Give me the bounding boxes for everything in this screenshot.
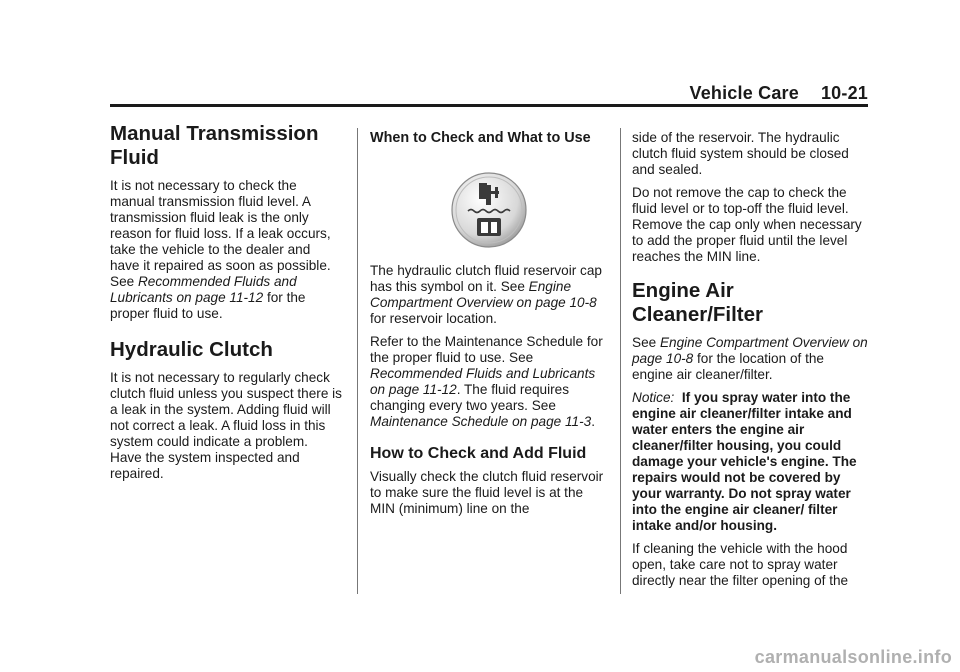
paragraph-visual-check: Visually check the clutch fluid reservoir to make sure the fluid level is at the MIN (minimum) line on the	[370, 469, 604, 516]
link-engine-compartment-overview[interactable]: Engine Compartment Overview on page 10‑8	[632, 335, 868, 366]
column-divider-2	[620, 128, 621, 594]
notice-text: If you spray water into the engine air cleaner/filter intake and water enters the engine air cleaner/filter housing, you could damage your vehicle's engine. The repairs would not be covered by your warranty. Do not spray water into the engine air cleaner/ filter intake and/or housing.	[632, 390, 857, 533]
heading-how-to-check: How to Check and Add Fluid	[370, 445, 587, 462]
header-rule	[110, 104, 868, 107]
symbol-container	[370, 171, 608, 247]
text: It is not necessary to check the manual transmission fluid level. A transmission fluid leak is the only reason for fluid loss. If a leak occurs, take the vehicle to the dealer and have it repaired as soon as possible. See	[110, 178, 331, 289]
header-page-number: 10-21	[820, 83, 868, 103]
text: The hydraulic clutch fluid reservoir cap has this symbol on it. See	[370, 263, 602, 294]
header-section: Vehicle Care	[689, 83, 799, 103]
text: for the location of the engine air cleaner/filter.	[632, 351, 824, 382]
link-recommended-fluids[interactable]: Recommended Fluids and Lubricants on page 11‑12	[370, 366, 596, 397]
text: for reservoir location.	[370, 311, 497, 326]
paragraph-reservoir-side: side of the reservoir. The hydraulic clutch fluid system should be closed and sealed.	[632, 130, 849, 177]
text: Refer to the Maintenance Schedule for the proper fluid to use. See	[370, 334, 603, 365]
paragraph-maintenance-schedule	[370, 334, 608, 430]
paragraph-reservoir-symbol	[370, 263, 608, 327]
heading-engine-air-cleaner: Engine Air Cleaner/Filter	[632, 279, 764, 326]
notice-paragraph	[632, 390, 868, 534]
paragraph-manual-fluid	[110, 178, 342, 322]
page-header	[689, 83, 868, 104]
column-3	[632, 130, 868, 596]
paragraph-cleaning-hood-open: If cleaning the vehicle with the hood open, take care not to spray water directly near the filter opening of the	[632, 541, 849, 588]
paragraph-do-not-remove-cap: Do not remove the cap to check the fluid level or to top-off the fluid level. Remove the cap only when necessary to add the proper fluid until the level reaches the MIN line.	[632, 185, 862, 264]
heading-when-to-check: When to Check and What to Use	[370, 130, 591, 146]
link-engine-compartment-overview[interactable]: Engine Compartment Overview on page 10‑8	[370, 279, 597, 310]
column-2	[370, 130, 608, 524]
column-divider-1	[357, 128, 358, 594]
text: for the proper fluid to use.	[110, 290, 306, 321]
heading-manual-transmission-fluid: Manual Transmission Fluid	[110, 122, 319, 169]
notice-label: Notice:	[632, 390, 675, 405]
link-maintenance-schedule[interactable]: Maintenance Schedule on page 11‑3	[370, 414, 592, 429]
text: See	[632, 335, 660, 350]
heading-hydraulic-clutch: Hydraulic Clutch	[110, 338, 273, 361]
text: .	[591, 414, 595, 429]
watermark: carmanualsonline.info	[754, 647, 952, 667]
text: . The fluid requires changing every two years. See	[370, 382, 570, 413]
link-recommended-fluids[interactable]: Recommended Fluids and Lubricants on page 11‑12	[110, 274, 297, 305]
clutch-fluid-symbol-icon	[450, 171, 528, 249]
paragraph-air-cleaner-location	[632, 335, 868, 383]
column-1	[110, 122, 342, 489]
paragraph-hydraulic-clutch: It is not necessary to regularly check clutch fluid unless you suspect there is a leak in the system. Adding fluid will not correct a leak. A fluid loss in this system could indicate a problem. Have the system inspected and repaired.	[110, 370, 342, 481]
